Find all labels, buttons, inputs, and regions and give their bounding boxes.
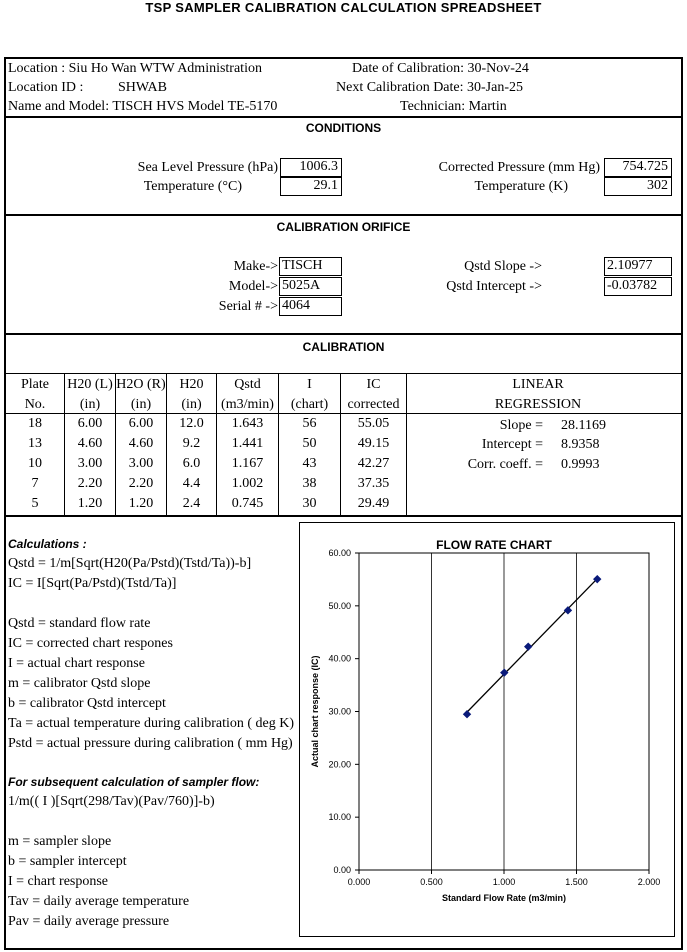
cell-h20-l: 6.00 bbox=[77, 416, 103, 431]
col-header-plate-unit: No. bbox=[24, 397, 46, 412]
divider bbox=[4, 333, 683, 335]
regression-slope-value: 28.1169 bbox=[561, 418, 606, 433]
chart-title: FLOW RATE CHART bbox=[436, 538, 552, 552]
y-tick-label: 0.00 bbox=[333, 865, 351, 875]
cell-h20: 12.0 bbox=[179, 416, 204, 431]
sea-level-pressure-label: Sea Level Pressure (hPa) bbox=[137, 160, 278, 175]
flow-rate-chart bbox=[299, 522, 675, 937]
cell-plate: 18 bbox=[28, 416, 42, 431]
calculations-heading: Calculations : bbox=[8, 537, 87, 551]
definition: Ta = actual temperature during calibration ( deg K) bbox=[8, 716, 295, 731]
y-tick-label: 60.00 bbox=[328, 548, 351, 558]
divider bbox=[4, 116, 683, 118]
qstd-slope-label: Qstd Slope -> bbox=[464, 259, 542, 274]
model-value: 5025A bbox=[279, 277, 342, 296]
col-header-h20-unit: (in) bbox=[181, 397, 202, 412]
cell-h20: 2.4 bbox=[182, 496, 201, 511]
cell-h20: 6.0 bbox=[182, 456, 201, 471]
cell-h20-l: 1.20 bbox=[77, 496, 103, 511]
cell-ic: 29.49 bbox=[357, 496, 390, 511]
cell-ic: 37.35 bbox=[357, 476, 390, 491]
conditions-heading: CONDITIONS bbox=[305, 121, 382, 135]
subsequent-heading: For subsequent calculation of sampler flow: bbox=[8, 775, 260, 789]
page-title: TSP SAMPLER CALIBRATION CALCULATION SPREADSHEET bbox=[145, 0, 542, 15]
cell-h2o-r: 1.20 bbox=[128, 496, 154, 511]
definition: b = sampler intercept bbox=[8, 854, 127, 869]
x-tick-label: 2.000 bbox=[637, 877, 661, 887]
col-header-h20-l-unit: (in) bbox=[79, 397, 101, 412]
regression-intercept-label: Intercept = bbox=[481, 437, 543, 452]
next-calibration-date: Next Calibration Date: 30-Jan-25 bbox=[336, 80, 524, 95]
technician: Technician: Martin bbox=[400, 99, 507, 114]
divider bbox=[4, 373, 683, 374]
name-model: Name and Model: TISCH HVS Model TE-5170 bbox=[8, 99, 278, 114]
cell-qstd: 1.441 bbox=[231, 436, 264, 451]
location-id-label: Location ID : bbox=[8, 80, 84, 95]
y-tick-label: 30.00 bbox=[328, 706, 351, 717]
col-header-i: I bbox=[307, 377, 312, 392]
corrected-pressure-value: 754.725 bbox=[604, 158, 672, 177]
make-label: Make-> bbox=[233, 259, 278, 274]
cell-i: 50 bbox=[302, 436, 317, 451]
cell-plate: 5 bbox=[31, 496, 39, 511]
definition: Tav = daily average temperature bbox=[8, 894, 190, 909]
cell-h2o-r: 3.00 bbox=[128, 456, 154, 471]
qstd-intercept-label: Qstd Intercept -> bbox=[446, 279, 542, 294]
definition: I = chart response bbox=[8, 874, 109, 889]
col-header-h20: H20 bbox=[179, 377, 204, 392]
cell-h2o-r: 2.20 bbox=[128, 476, 154, 491]
divider bbox=[4, 515, 683, 517]
cell-i: 30 bbox=[302, 496, 317, 511]
regression-corr-label: Corr. coeff. = bbox=[467, 457, 543, 472]
location-label: Location : Siu Ho Wan WTW Administration bbox=[8, 61, 262, 76]
col-header-plate: Plate bbox=[21, 377, 49, 392]
cell-h20-l: 3.00 bbox=[77, 456, 103, 471]
definition: Qstd = standard flow rate bbox=[8, 616, 151, 631]
cell-h2o-r: 4.60 bbox=[128, 436, 154, 451]
col-header-h2o-r: H2O (R) bbox=[116, 377, 166, 392]
col-header-regression: REGRESSION bbox=[494, 397, 582, 412]
corrected-pressure-label: Corrected Pressure (mm Hg) bbox=[438, 160, 600, 175]
col-header-i-unit: (chart) bbox=[290, 397, 329, 412]
calibration-heading: CALIBRATION bbox=[302, 340, 385, 354]
temperature-c-value: 29.1 bbox=[280, 177, 342, 196]
cell-qstd: 1.167 bbox=[231, 456, 264, 471]
orifice-heading: CALIBRATION ORIFICE bbox=[276, 220, 411, 234]
cell-plate: 10 bbox=[28, 456, 42, 471]
col-header-qstd-unit: (m3/min) bbox=[221, 397, 274, 412]
cell-plate: 13 bbox=[28, 436, 42, 451]
regression-corr-value: 0.9993 bbox=[561, 457, 600, 472]
regression-intercept-value: 8.9358 bbox=[561, 437, 600, 452]
cell-i: 56 bbox=[302, 416, 317, 431]
col-header-h20-l: H20 (L) bbox=[67, 377, 113, 392]
cell-ic: 49.15 bbox=[357, 436, 390, 451]
y-tick-label: 10.00 bbox=[328, 812, 351, 823]
cell-qstd: 1.002 bbox=[231, 476, 264, 491]
cell-ic: 42.27 bbox=[357, 456, 390, 471]
x-axis-label: Standard Flow Rate (m3/min) bbox=[441, 893, 567, 903]
cell-h20-l: 2.20 bbox=[77, 476, 103, 491]
formula-qstd: Qstd = 1/m[Sqrt(H20(Pa/Pstd)(Tstd/Ta))-b] bbox=[8, 556, 252, 571]
qstd-slope-value: 2.10977 bbox=[604, 257, 672, 276]
col-header-ic: IC bbox=[366, 377, 381, 392]
x-tick-label: 1.500 bbox=[565, 877, 588, 887]
definition: Pstd = actual pressure during calibration ( mm Hg) bbox=[8, 736, 293, 751]
col-header-ic-unit: corrected bbox=[347, 397, 400, 412]
divider bbox=[4, 214, 683, 216]
y-tick-label: 50.00 bbox=[328, 600, 351, 611]
definition: I = actual chart response bbox=[8, 656, 145, 671]
serial-value: 4064 bbox=[279, 297, 342, 316]
make-value: TISCH bbox=[279, 257, 342, 276]
col-header-linear: LINEAR bbox=[512, 377, 564, 392]
definition: IC = corrected chart respones bbox=[8, 636, 173, 651]
col-header-qstd: Qstd bbox=[234, 377, 261, 392]
cell-i: 38 bbox=[302, 476, 317, 491]
model-label: Model-> bbox=[228, 279, 278, 294]
regression-slope-label: Slope = bbox=[499, 418, 543, 433]
temperature-k-label: Temperature (K) bbox=[474, 179, 568, 194]
cell-h20: 9.2 bbox=[182, 436, 201, 451]
temperature-c-label: Temperature (°C) bbox=[143, 179, 242, 194]
serial-label: Serial # -> bbox=[218, 299, 278, 314]
x-tick-label: 0.500 bbox=[420, 877, 443, 887]
definition: Pav = daily average pressure bbox=[8, 914, 170, 929]
temperature-k-value: 302 bbox=[604, 177, 672, 196]
definition: m = sampler slope bbox=[8, 834, 112, 849]
flow-rate-chart-svg bbox=[300, 523, 676, 938]
cell-i: 43 bbox=[302, 456, 317, 471]
location-id-value: SHWAB bbox=[118, 80, 168, 95]
cell-ic: 55.05 bbox=[357, 416, 390, 431]
col-header-h2o-r-unit: (in) bbox=[130, 397, 152, 412]
x-tick-label: 1.000 bbox=[492, 877, 516, 887]
formula-ic: IC = I[Sqrt(Pa/Pstd)(Tstd/Ta)] bbox=[8, 576, 177, 591]
date-of-calibration: Date of Calibration: 30-Nov-24 bbox=[352, 61, 529, 76]
subsequent-formula: 1/m(( I )[Sqrt(298/Tav)(Pav/760)]-b) bbox=[8, 794, 215, 809]
y-axis-label: Actual chart response (IC) bbox=[310, 655, 320, 768]
cell-h2o-r: 6.00 bbox=[128, 416, 154, 431]
sea-level-pressure-value: 1006.3 bbox=[280, 158, 342, 177]
qstd-intercept-value: -0.03782 bbox=[604, 277, 672, 296]
cell-qstd: 1.643 bbox=[231, 416, 264, 431]
cell-h20-l: 4.60 bbox=[77, 436, 103, 451]
definition: m = calibrator Qstd slope bbox=[8, 676, 151, 691]
x-tick-label: 0.000 bbox=[347, 877, 371, 887]
cell-plate: 7 bbox=[31, 476, 39, 491]
cell-qstd: 0.745 bbox=[231, 496, 264, 511]
cell-h20: 4.4 bbox=[182, 476, 201, 491]
definition: b = calibrator Qstd intercept bbox=[8, 696, 166, 711]
y-tick-label: 20.00 bbox=[328, 759, 351, 770]
y-tick-label: 40.00 bbox=[328, 653, 351, 664]
